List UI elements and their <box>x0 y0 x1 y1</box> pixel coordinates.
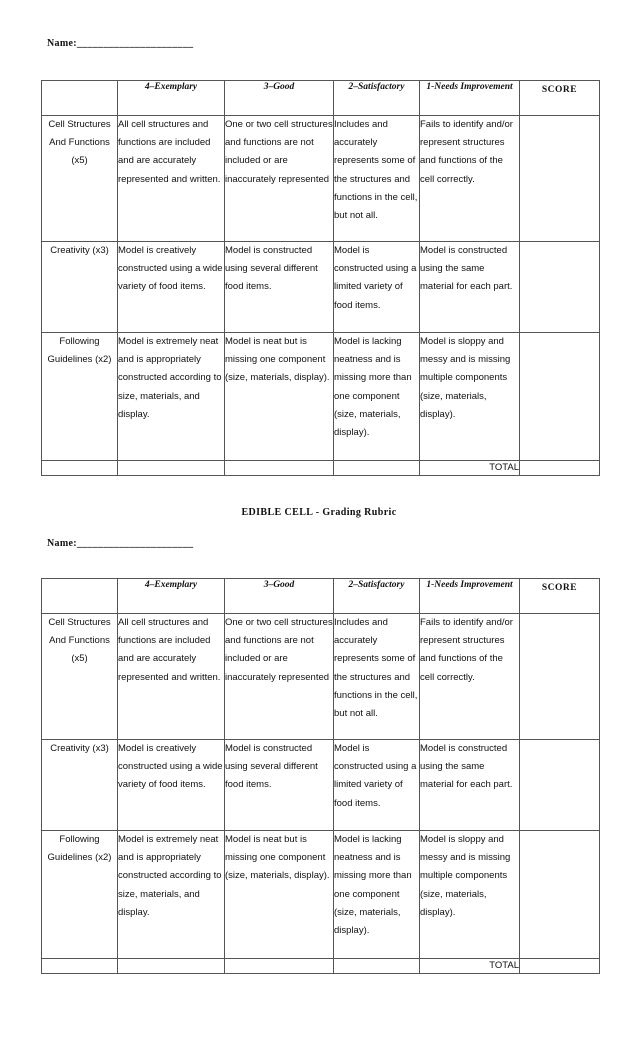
criterion-label: Creativity (x3) <box>42 242 118 333</box>
cell-good: Model is constructed using several different food items. <box>225 740 334 831</box>
header-score: SCORE <box>520 81 600 116</box>
table-row <box>42 831 600 959</box>
cell-exemplary: All cell structures and functions are included and are accurately represented and written. <box>118 116 225 242</box>
criterion-label: Following Guidelines (x2) <box>42 333 118 461</box>
criterion-label: Following Guidelines (x2) <box>42 831 118 959</box>
cell-exemplary: Model is creatively constructed using a wide variety of food items. <box>118 242 225 333</box>
header-row <box>42 579 600 614</box>
header-exemplary: 4–Exemplary <box>118 579 225 614</box>
cell-needs-improvement: Model is constructed using the same material for each part. <box>420 740 520 831</box>
score-cell[interactable] <box>520 116 600 242</box>
cell-satisfactory: Model is lacking neatness and is missing more than one component (size, materials, display). <box>334 831 420 959</box>
header-needs-improvement: 1-Needs Improvement <box>420 81 520 116</box>
table-row <box>42 614 600 740</box>
cell-good: One or two cell structures and functions are not included or are inaccurately represented <box>225 116 334 242</box>
header-good: 3–Good <box>225 81 334 116</box>
cell-satisfactory: Model is constructed using a limited variety of food items. <box>334 242 420 333</box>
cell-satisfactory: Model is lacking neatness and is missing more than one component (size, materials, display). <box>334 333 420 461</box>
total-label: TOTAL <box>420 461 520 476</box>
header-exemplary: 4–Exemplary <box>118 81 225 116</box>
cell-satisfactory: Includes and accurately represents some of the structures and functions in the cell, but not all. <box>334 116 420 242</box>
table-row <box>42 242 600 333</box>
rubric-table <box>41 80 600 476</box>
cell-exemplary: Model is creatively constructed using a wide variety of food items. <box>118 740 225 831</box>
header-criterion <box>42 81 118 116</box>
table-row <box>42 116 600 242</box>
total-score-cell[interactable] <box>520 959 600 974</box>
cell-satisfactory: Model is constructed using a limited variety of food items. <box>334 740 420 831</box>
cell-exemplary: Model is extremely neat and is appropriately constructed according to size, materials, and display. <box>118 831 225 959</box>
score-cell[interactable] <box>520 831 600 959</box>
cell-needs-improvement: Fails to identify and/or represent structures and functions of the cell correctly. <box>420 614 520 740</box>
total-row <box>42 461 600 476</box>
header-satisfactory: 2–Satisfactory <box>334 579 420 614</box>
header-row <box>42 81 600 116</box>
header-satisfactory: 2–Satisfactory <box>334 81 420 116</box>
header-criterion <box>42 579 118 614</box>
header-needs-improvement: 1-Needs Improvement <box>420 579 520 614</box>
score-cell[interactable] <box>520 333 600 461</box>
cell-satisfactory: Includes and accurately represents some of the structures and functions in the cell, but not all. <box>334 614 420 740</box>
cell-exemplary: Model is extremely neat and is appropriately constructed according to size, materials, and display. <box>118 333 225 461</box>
header-score: SCORE <box>520 579 600 614</box>
score-cell[interactable] <box>520 242 600 333</box>
cell-needs-improvement: Model is constructed using the same material for each part. <box>420 242 520 333</box>
cell-good: Model is neat but is missing one component (size, materials, display). <box>225 831 334 959</box>
name-line: Name:______________________ <box>47 538 194 549</box>
cell-needs-improvement: Model is sloppy and messy and is missing multiple components (size, materials, display). <box>420 333 520 461</box>
name-line: Name:______________________ <box>47 38 194 49</box>
criterion-label: Cell Structures And Functions (x5) <box>42 116 118 242</box>
total-label: TOTAL <box>420 959 520 974</box>
table-row <box>42 333 600 461</box>
total-score-cell[interactable] <box>520 461 600 476</box>
header-good: 3–Good <box>225 579 334 614</box>
criterion-label: Cell Structures And Functions (x5) <box>42 614 118 740</box>
cell-needs-improvement: Model is sloppy and messy and is missing multiple components (size, materials, display). <box>420 831 520 959</box>
cell-needs-improvement: Fails to identify and/or represent structures and functions of the cell correctly. <box>420 116 520 242</box>
cell-exemplary: All cell structures and functions are included and are accurately represented and written. <box>118 614 225 740</box>
rubric-table <box>41 578 600 974</box>
table-row <box>42 740 600 831</box>
score-cell[interactable] <box>520 740 600 831</box>
cell-good: One or two cell structures and functions are not included or are inaccurately represented <box>225 614 334 740</box>
cell-good: Model is constructed using several different food items. <box>225 242 334 333</box>
cell-good: Model is neat but is missing one component (size, materials, display). <box>225 333 334 461</box>
score-cell[interactable] <box>520 614 600 740</box>
page-title: EDIBLE CELL - Grading Rubric <box>241 507 397 518</box>
total-row <box>42 959 600 974</box>
criterion-label: Creativity (x3) <box>42 740 118 831</box>
